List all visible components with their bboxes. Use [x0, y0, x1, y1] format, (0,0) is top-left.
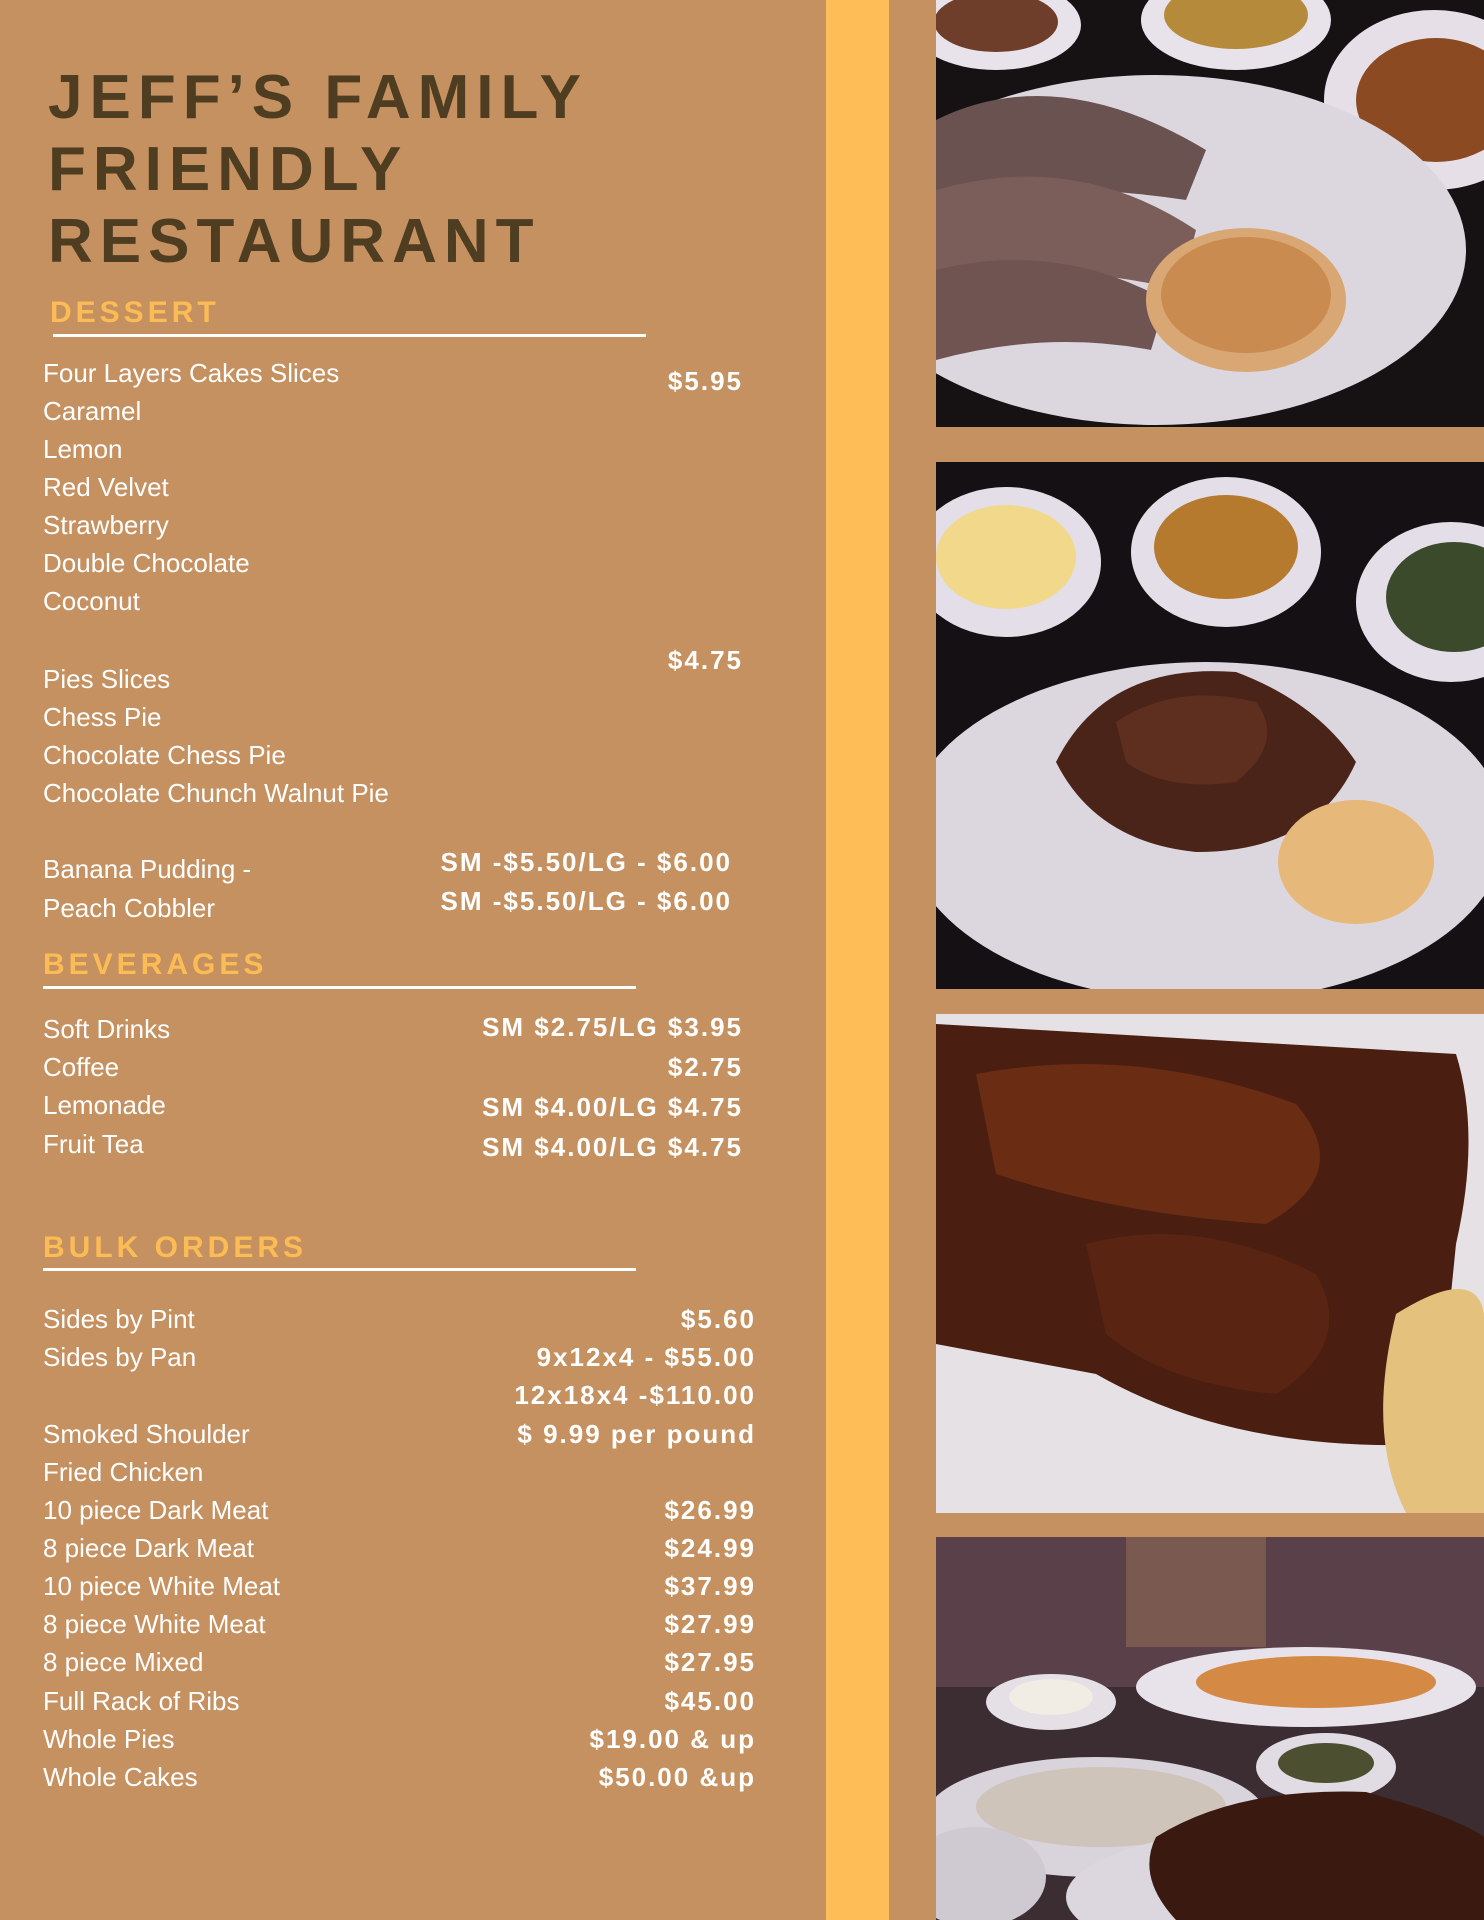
- bulk-price: $27.99: [664, 1609, 756, 1639]
- pie-flavor: Chocolate Chunch Walnut Pie: [43, 778, 389, 808]
- pie-slices-price: $4.75: [667, 645, 743, 675]
- bulk-price: $26.99: [664, 1495, 756, 1525]
- bulk-item: 10 piece Dark Meat: [43, 1495, 269, 1525]
- peach-cobbler-price: SM -$5.50/LG - $6.00: [440, 886, 732, 916]
- cake-slices-label: Four Layers Cakes Slices: [43, 358, 340, 388]
- bulk-price: $50.00 &up: [598, 1762, 756, 1792]
- bulk-item: 10 piece White Meat: [43, 1571, 281, 1601]
- bulk-item: Whole Pies: [43, 1724, 175, 1754]
- cake-flavor: Strawberry: [43, 510, 169, 540]
- beverage-price: SM $2.75/LG $3.95: [482, 1012, 743, 1042]
- cake-slices-price: $5.95: [667, 366, 743, 396]
- chicken-plate-photo: [936, 462, 1484, 989]
- bulk-price: $45.00: [664, 1686, 756, 1716]
- buffet-plates-photo: [936, 1537, 1484, 1920]
- bulk-price: 12x18x4 -$110.00: [514, 1380, 756, 1410]
- bulk-orders-heading: BULK ORDERS: [43, 1231, 308, 1264]
- bulk-price: $24.99: [664, 1533, 756, 1563]
- bulk-item: Sides by Pint: [43, 1304, 195, 1334]
- bulk-item: Sides by Pan: [43, 1342, 197, 1372]
- peach-cobbler-label: Peach Cobbler: [43, 893, 215, 923]
- beverage-item: Soft Drinks: [43, 1014, 171, 1044]
- banana-pudding-price: SM -$5.50/LG - $6.00: [440, 847, 732, 877]
- dessert-divider: [53, 334, 646, 337]
- bulk-item: Full Rack of Ribs: [43, 1686, 240, 1716]
- beverage-item: Fruit Tea: [43, 1129, 144, 1159]
- brisket-plate-photo: [936, 0, 1484, 427]
- pie-flavor: Chess Pie: [43, 702, 162, 732]
- bulk-price: $37.99: [664, 1571, 756, 1601]
- cake-flavor: Lemon: [43, 434, 123, 464]
- accent-stripe: [826, 0, 889, 1920]
- beverage-price: SM $4.00/LG $4.75: [482, 1132, 743, 1162]
- bulk-item: 8 piece Dark Meat: [43, 1533, 254, 1563]
- cake-flavor: Double Chocolate: [43, 548, 250, 578]
- bulk-item: 8 piece White Meat: [43, 1609, 266, 1639]
- bulk-orders-divider: [43, 1268, 636, 1271]
- beverage-price: SM $4.00/LG $4.75: [482, 1092, 743, 1122]
- cake-flavor: Caramel: [43, 396, 142, 426]
- cake-flavor: Coconut: [43, 586, 140, 616]
- dessert-heading: DESSERT: [50, 296, 220, 329]
- bulk-price: 9x12x4 - $55.00: [536, 1342, 756, 1372]
- restaurant-title: JEFF’S FAMILY FRIENDLY RESTAURANT: [48, 63, 589, 276]
- cake-flavor: Red Velvet: [43, 472, 169, 502]
- bulk-price: $5.60: [680, 1304, 756, 1334]
- bulk-price: $ 9.99 per pound: [517, 1419, 756, 1449]
- beverages-heading: BEVERAGES: [43, 948, 268, 981]
- ribs-photo: [936, 1014, 1484, 1513]
- bulk-item: 8 piece Mixed: [43, 1647, 204, 1677]
- banana-pudding-label: Banana Pudding -: [43, 854, 252, 884]
- bulk-item: Fried Chicken: [43, 1457, 204, 1487]
- bulk-price: $27.95: [664, 1647, 756, 1677]
- beverage-price: $2.75: [667, 1052, 743, 1082]
- beverages-divider: [43, 986, 636, 989]
- pie-slices-label: Pies Slices: [43, 664, 171, 694]
- bulk-item: Whole Cakes: [43, 1762, 198, 1792]
- pie-flavor: Chocolate Chess Pie: [43, 740, 286, 770]
- bulk-item: Smoked Shoulder: [43, 1419, 250, 1449]
- bulk-price: $19.00 & up: [589, 1724, 756, 1754]
- beverage-item: Lemonade: [43, 1090, 166, 1120]
- beverage-item: Coffee: [43, 1052, 120, 1082]
